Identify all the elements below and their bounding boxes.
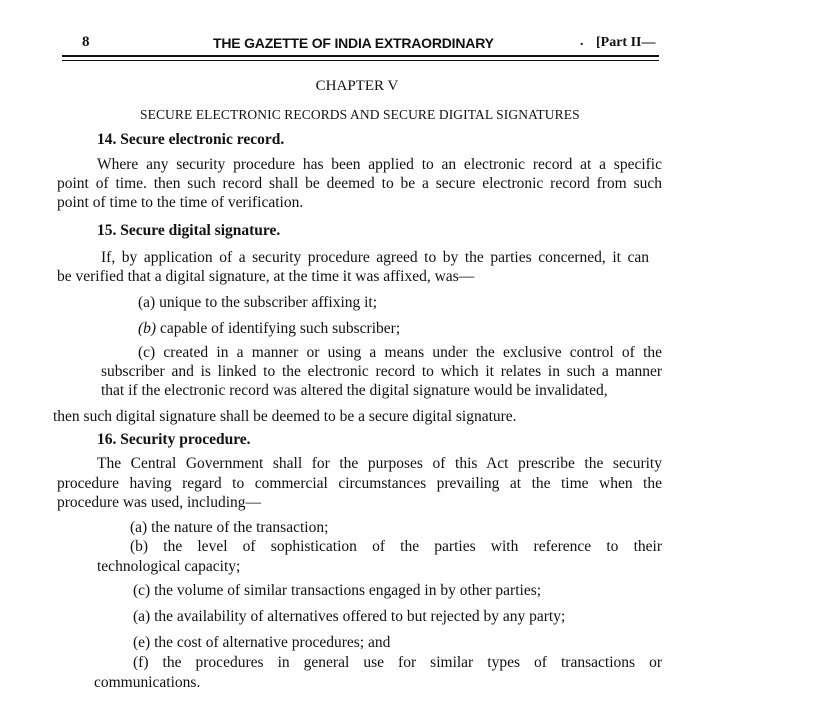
- section-14-line-2: point of time. then such record shall be deemed to be a secure electronic record from such: [57, 175, 662, 192]
- gazette-title: THE GAZETTE OF INDIA EXTRAORDINARY: [213, 35, 494, 51]
- section-15-line-1: If, by application of a security procedure agreed to by the parties concerned, it can: [101, 249, 649, 266]
- section-15-heading: 15. Secure digital signature.: [97, 222, 281, 239]
- section-16-item-b-line-2: technological capacity;: [97, 558, 241, 575]
- section-16-line-3: procedure was used, including—: [57, 494, 262, 511]
- page-number: 8: [82, 34, 90, 50]
- item-b-text: capable of identifying such subscriber;: [156, 320, 401, 337]
- section-16-item-b-line-1: (b) the level of sophistication of the parties with reference to their: [130, 538, 662, 555]
- section-16-item-a: (a) the nature of the transaction;: [130, 519, 329, 536]
- part-label: [Part II—: [596, 35, 656, 50]
- header-dot: .: [580, 34, 584, 49]
- section-16-line-2: procedure having regard to commercial circumstances prevailing at the time when the: [57, 475, 662, 492]
- section-15-item-c-line-1: (c) created in a manner or using a means under the exclusive control of the: [138, 344, 662, 361]
- header-rule-thick: [62, 55, 659, 57]
- section-15-item-a: (a) unique to the subscriber affixing it;: [138, 294, 378, 311]
- section-15-item-b: [138, 320, 400, 338]
- section-16-item-f-line-2: communications.: [94, 674, 201, 691]
- section-16-item-c: (c) the volume of similar transactions engaged in by other parties;: [133, 582, 542, 599]
- section-16-item-e: (e) the cost of alternative procedures; and: [133, 634, 391, 651]
- chapter-subtitle: SECURE ELECTRONIC RECORDS AND SECURE DIGITAL SIGNATURES: [140, 107, 580, 122]
- section-15-item-c-line-3: that if the electronic record was altered the digital signature would be invalidated,: [101, 382, 608, 399]
- item-b-label: (b): [138, 320, 157, 337]
- section-16-line-1: The Central Government shall for the purposes of this Act prescribe the security: [97, 455, 662, 472]
- section-16-item-f-line-1: (f) the procedures in general use for similar types of transactions or: [133, 654, 662, 671]
- section-14-heading: 14. Secure electronic record.: [97, 131, 285, 148]
- header-rule-thin: [62, 60, 659, 61]
- section-16-heading: 16. Security procedure.: [97, 431, 251, 448]
- section-15-closing: then such digital signature shall be deemed to be a secure digital signature.: [53, 408, 517, 425]
- section-15-line-2: be verified that a digital signature, at the time it was affixed, was—: [57, 268, 475, 285]
- section-16-item-d: (a) the availability of alternatives offered to but rejected by any party;: [133, 608, 566, 625]
- section-15-item-c-line-2: subscriber and is linked to the electronic record to which it relates in such a manner: [101, 363, 662, 380]
- section-14-line-3: point of time to the time of verification.: [57, 194, 304, 211]
- section-14-line-1: Where any security procedure has been applied to an electronic record at a specific: [97, 156, 662, 173]
- chapter-title: CHAPTER V: [315, 78, 399, 94]
